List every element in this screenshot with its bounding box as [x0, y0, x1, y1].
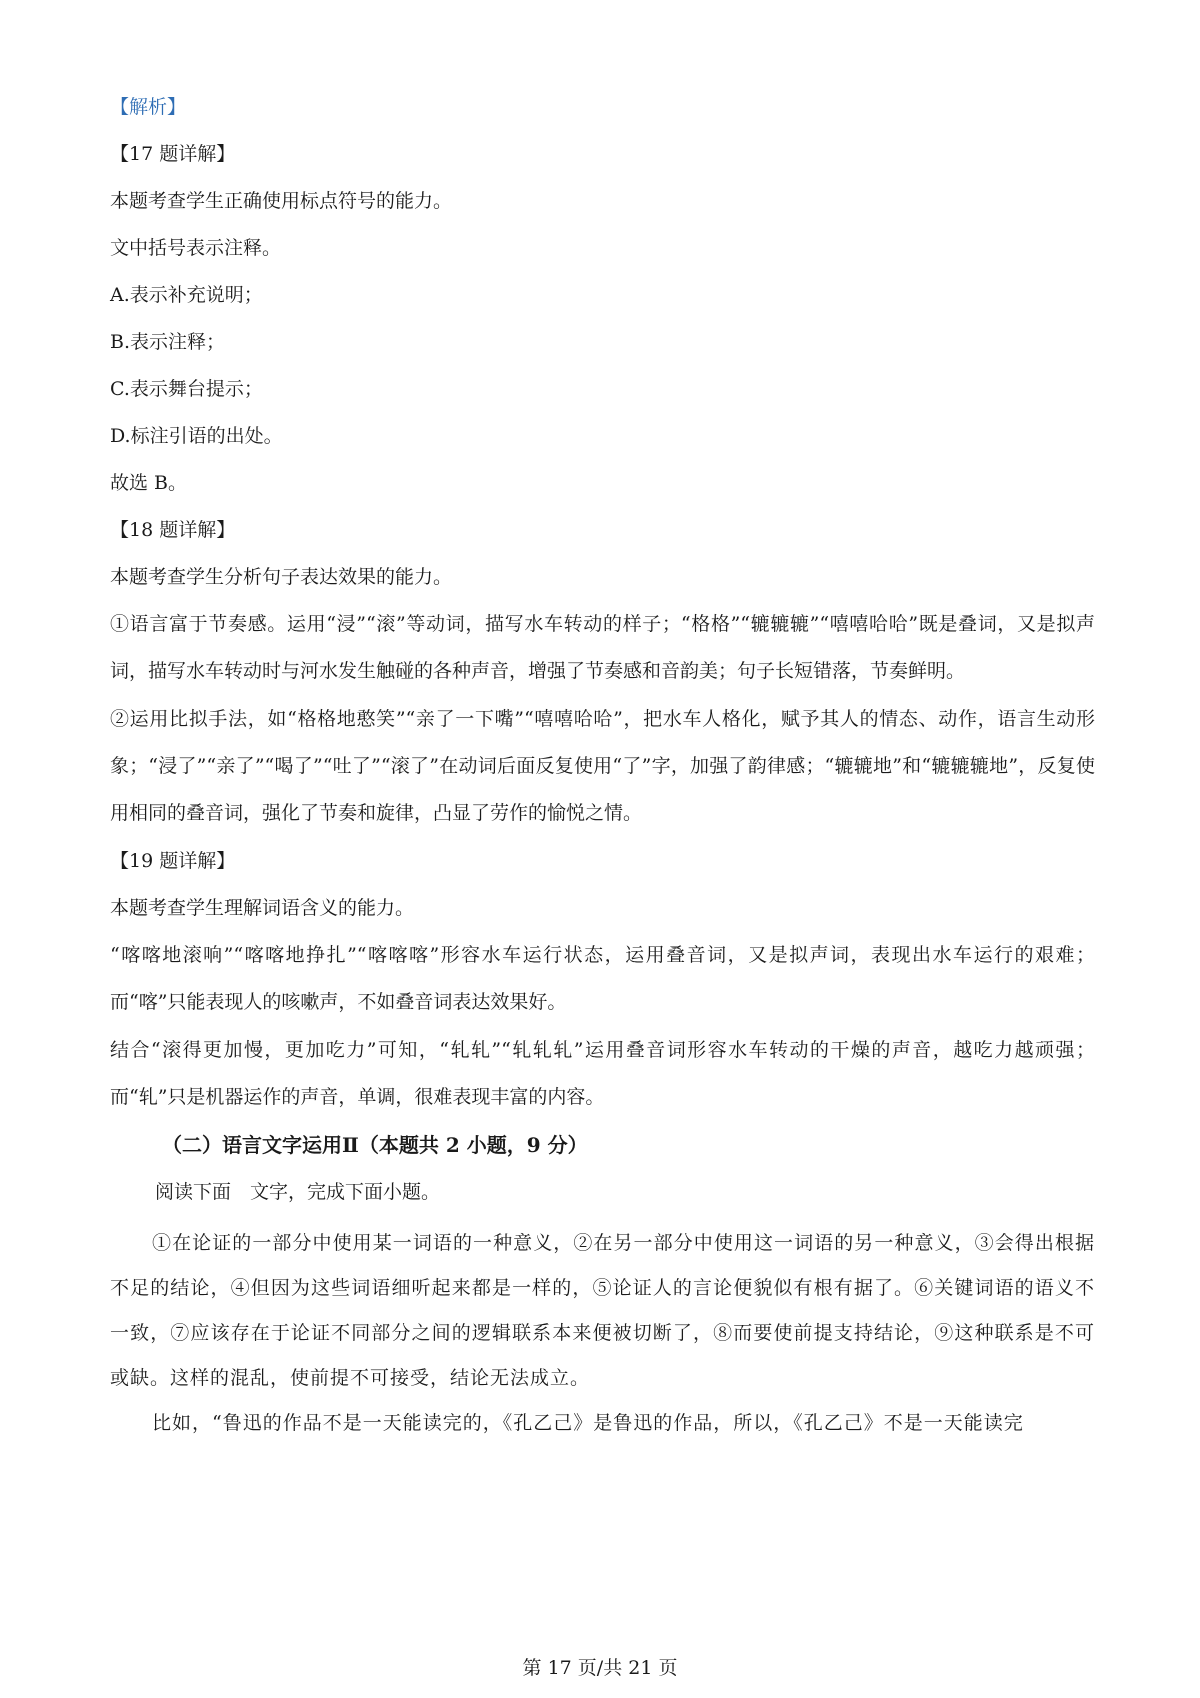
q19-point-2: 结合“滚得更加慢，更加吃力”可知，“轧轧”“轧轧轧”运用叠音词形容水车转动的干燥的声音，越吃力越顽强；而“轧”只是机器运作的声音，单调，很难表现丰富的内容。 — [110, 1039, 1095, 1108]
q17-line: B.表示注释； — [110, 331, 226, 353]
q19-point-1: “喀喀地滚响”“喀喀地挣扎”“喀喀喀”形容水车运行状态，运用叠音词，又是拟声词，表现出水车运行的艰难；而“喀”只能表现人的咳嗽声，不如叠音词表达效果好。 — [110, 944, 1095, 1013]
analysis-label: 【解析】 — [110, 96, 187, 118]
q17-line: 文中括号表示注释。 — [110, 237, 282, 259]
section-title: （二）语言文字运用Ⅱ（本题共 2 小题，9 分） — [162, 1133, 588, 1157]
q18-point-2: ②运用比拟手法，如“格格地憨笑”“亲了一下嘴”“嘻嘻哈哈”，把水车人格化，赋予其人的情态、动作，语言生动形象；“浸了”“亲了”“喝了”“吐了”“滚了”在动词后面反复使用“了”字，加强了韵律感；“辘辘地”和“辘辘辘地”，反复使用相同的叠音词，强化了节奏和旋律，凸显了劳作的愉悦之情。 — [110, 708, 1095, 824]
passage-paragraph: 比如，“鲁迅的作品不是一天能读完的，《孔乙己》是鲁迅的作品，所以，《孔乙己》不是一天能读完 — [152, 1412, 1024, 1434]
section-instruction: 阅读下面 文字，完成下面小题。 — [155, 1181, 441, 1203]
q17-answer: 故选 B。 — [110, 472, 188, 494]
q17-line: C.表示舞台提示； — [110, 378, 263, 400]
q17-line: 本题考查学生正确使用标点符号的能力。 — [110, 190, 453, 212]
q18-point-1: ①语言富于节奏感。运用“浸”“滚”等动词，描写水车转动的样子；“格格”“辘辘辘”“嘻嘻哈哈”既是叠词，又是拟声词，描写水车转动时与河水发生触碰的各种声音，增强了节奏感和音韵美；句子长短错落，节奏鲜明。 — [110, 613, 1095, 682]
q19-intro: 本题考查学生理解词语含义的能力。 — [110, 897, 415, 919]
q17-heading: 【17 题详解】 — [110, 143, 236, 165]
q18-heading: 【18 题详解】 — [110, 519, 236, 541]
q19-heading: 【19 题详解】 — [110, 850, 236, 872]
passage-paragraph: ①在论证的一部分中使用某一词语的一种意义，②在另一部分中使用这一词语的另一种意义，③会得出根据不足的结论，④但因为这些词语细听起来都是一样的，⑤论证人的言论便貌似有根有据了。⑥关键词语的语义不一致，⑦应该存在于论证不同部分之间的逻辑联系本来便被切断了，⑧而要使前提支持结论，⑨这种联系是不可或缺。这样的混乱，使前提不可接受，结论无法成立。 — [110, 1232, 1095, 1389]
q17-line: D.标注引语的出处。 — [110, 425, 283, 447]
page-content — [110, 92, 1095, 1446]
q17-line: A.表示补充说明； — [110, 284, 263, 306]
q18-intro: 本题考查学生分析句子表达效果的能力。 — [110, 566, 453, 588]
page-footer: 第 17 页/共 21 页 — [522, 1657, 678, 1679]
